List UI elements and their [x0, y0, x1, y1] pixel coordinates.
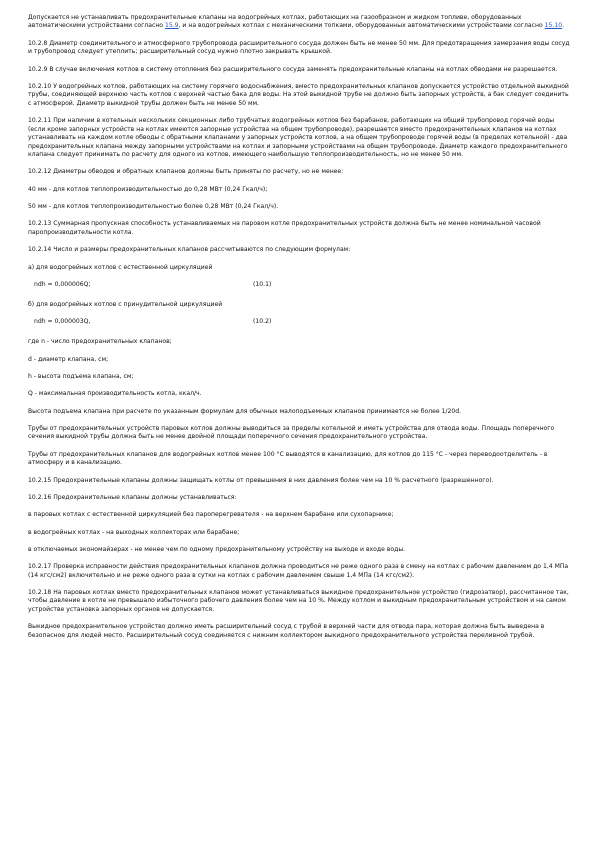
paragraph-bypass-50mm: 50 мм - для котлов теплопроизводительностью более 0,28 МВт (0,24 Гкал/ч). [28, 203, 279, 211]
paragraph-hot-water-boilers: в водогрейных котлах - на выходных коллекторах или барабане; [28, 528, 240, 536]
paragraph-10-2-16: 10.2.16 Предохранительные клапаны должны устанавливаться: [28, 493, 237, 501]
paragraph-10-2-9: 10.2.9 В случае включения котлов в систему отопления без расширительного сосуда заменять предохранительные клапаны на котлах обводами не разрешается. [28, 65, 558, 73]
paragraph-10-2-18: 10.2.18 На паровых котлах вместо предохранительных клапанов может устанавливаться выкидное предохранительное устройство (гидрозатвор), рассчитанное так, чтобы давление в котле не превышало избыточного рабочего давления более чем на 10 %. Между котлом и выкидным предохранительным устройством и на самом устройстве установка запорных органов не допускается. [28, 589, 569, 613]
link-clause-15-9[interactable]: 15.9 [164, 22, 179, 30]
definition-q: Q - максимальная производительность котла, ккал/ч. [28, 390, 202, 398]
definition-d: d - диаметр клапана, см; [28, 355, 109, 363]
formula-expression: ndh = 0,000006Q; [34, 280, 91, 288]
paragraph-forced-circulation: б) для водогрейных котлов с принудительной циркуляцией [28, 300, 223, 308]
link-clause-15-10[interactable]: 15.10 [544, 22, 563, 30]
paragraph-steam-boilers: в паровых котлах с естественной циркуляцией без пароперегревателя - на верхнем барабане или сухопарнике; [28, 511, 394, 519]
paragraph-10-2-17: 10.2.17 Проверка исправности действия предохранительных клапанов должна проводиться не реже одного раза в смену на котлах с рабочим давлением до 1,4 МПа (14 кгс/см2) включительно и не реже одного раза в сутки на котлах с рабочим давлением свыше 1,4 МПа (14 кгс/см2). [28, 563, 569, 579]
paragraph-10-2-13: 10.2.13 Суммарная пропускная способность устанавливаемых на паровом котле предохранительных устройств должна быть не менее номинальной часовой паропроизводительности котла. [28, 220, 541, 236]
document-page [28, 14, 573, 649]
formula-number: (10.2) [253, 318, 272, 326]
paragraph-economizers: в отключаемых экономайзерах - не менее чем по одному предохранительному устройству на выходе и входе воды. [28, 545, 406, 553]
formula-10-2 [28, 318, 573, 327]
paragraph-expansion-vessel: Выкидное предохранительное устройство должно иметь расширительный сосуд с трубой в верхней части для отвода пара, которая должна быть выведена в безопасное для людей место. Расширительный сосуд соединяется с нижним коллектором выкидного предохранительного устройства переливной трубой. [28, 623, 545, 639]
paragraph-natural-circulation: а) для водогрейных котлов с естественной циркуляцией [28, 263, 213, 271]
paragraph-10-2-14: 10.2.14 Число и размеры предохранительных клапанов рассчитываются по следующим формулам: [28, 246, 351, 254]
paragraph-10-2-8: 10.2.8 Диаметр соединительного и атмосферного трубопровода расширительного сосуда должен быть не менее 50 мм. Для предотвращения замерзания воды сосуд и трубопровод следует утеплить; расширительный сосуд нужно плотно закрывать крышкой. [28, 39, 570, 56]
paragraph-10-2-10: 10.2.10 У водогрейных котлов, работающих на систему горячего водоснабжения, вместо предохранительных клапанов допускается устройство отдельной выкидной трубы, соединяющей верхнюю часть котлов с верхней частью бака для воды. На этой выкидной трубе не должно быть запорных устройств, а бак следует соединить с атмосферой. Диаметр выкидной трубы должен быть не менее 50 мм. [28, 82, 569, 107]
paragraph-10-2-11: 10.2.11 При наличии в котельных нескольких секционных либо трубчатых водогрейных котлов без барабанов, работающих на общий трубопровод горячей воды (если кроме запорных устройств на котлах имеются запорные устройства на общем трубопроводе), разрешается вместо предохранительных клапанов на котлах устанавливать на каждом котле обводы с обратными клапанами у запорных устройств котлов, а на общем трубопроводе горячей воды (в пределах котельной) - два предохранительных клапана между запорными устройствами на котлах и запорными устройствами на общем трубопроводе. Диаметр каждого предохранительного клапана следует принимать по расчету для одного из котлов, имеющего наибольшую теплопроизводительность, но не менее 50 мм. [28, 117, 568, 158]
paragraph-10-2-15: 10.2.15 Предохранительные клапаны должны защищать котлы от превышения в них давления более чем на 10 % расчетного (разрешенного). [28, 476, 494, 484]
paragraph-10-2-12: 10.2.12 Диаметры обводов и обратных клапанов должны быть приняты по расчету, но не менее: [28, 168, 344, 176]
paragraph-bypass-40mm: 40 мм - для котлов теплопроизводительностью до 0,28 МВт (0,24 Гкал/ч); [28, 185, 268, 193]
paragraph-exemption: Допускается не устанавливать предохранительные клапаны на водогрейных котлах, работающих на газообразном и жидком топливе, оборудованных автоматическими устройствами согласно 15.9, и на водогрейных котлах с механическими топками, оборудованных автоматическими устройствами согласно 15.10. [28, 14, 565, 30]
definition-h: h - высота подъема клапана, см; [28, 372, 134, 380]
formula-expression: ndh = 0,000003Q, [34, 318, 91, 326]
paragraph-lift-height: Высота подъема клапана при расчете по указанным формулам для обычных малоподъемных клапанов принимается не более 1/20d. [28, 407, 462, 415]
formula-10-1 [28, 281, 573, 290]
paragraph-water-pipes: Трубы от предохранительных клапанов для водогрейных котлов менее 100 °С выводятся в канализацию, для котлов до 115 °С - через переводоотделитель - в атмосферу и в канализацию. [28, 450, 548, 467]
paragraph-steam-pipes: Трубы от предохранительных устройств паровых котлов должны выводиться за пределы котельной и иметь устройства для отвода воды. Площадь поперечного сечения выкидной трубы должна быть не менее двойной площади поперечного сечения предохранительного устройства. [28, 424, 555, 441]
definition-n: где n - число предохранительных клапанов; [28, 338, 172, 346]
formula-number: (10.1) [253, 280, 272, 288]
